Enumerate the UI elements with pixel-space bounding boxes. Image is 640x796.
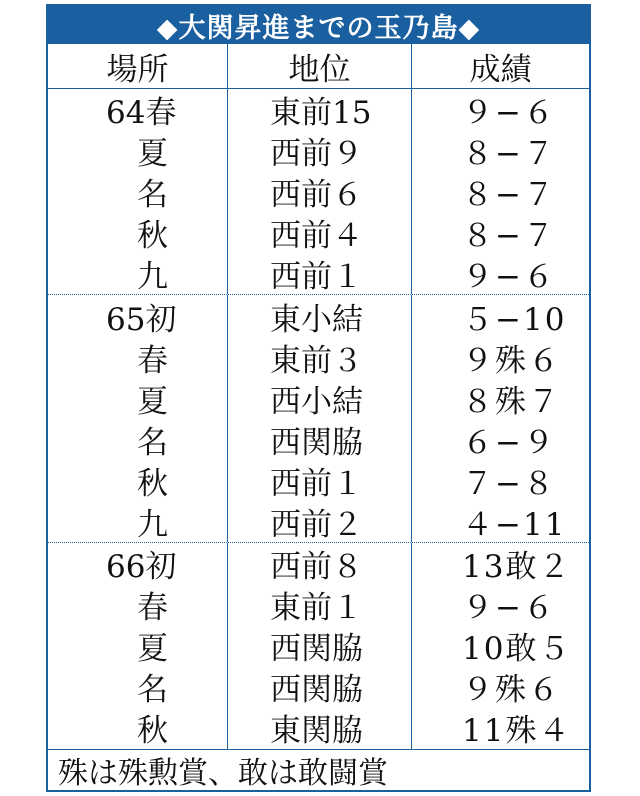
group-1966-b [48,543,589,749]
cell-basho: 64春 [48,89,228,130]
cell-rank: 東前３ [228,337,412,378]
table-row [48,707,589,748]
group-1965 [48,295,589,543]
table-row [48,130,589,171]
cell-basho: 九 [48,501,228,542]
table-row [48,378,589,419]
cell-rank: 西前４ [228,212,412,253]
cell-record: ９−６ [462,590,556,627]
cell-rank: 西関脇 [228,666,412,707]
cell-basho: 名 [48,171,228,212]
cell-basho: 春 [48,337,228,378]
cell-rank: 西前１ [228,460,412,501]
cell-rank: 西前２ [228,501,412,542]
cell-rank: 西関脇 [228,419,412,460]
table-row [48,460,589,501]
cell-record: ９殊６ [462,672,561,709]
cell-record: ９−６ [462,259,556,296]
cell-record: 11殊４ [462,713,572,750]
table-header [48,44,589,89]
cell-rank: 東関脇 [228,707,412,748]
cell-record: 13敢２ [462,549,572,586]
cell-basho: 名 [48,419,228,460]
cell-record: ８−７ [462,177,556,214]
table-row [48,337,589,378]
cell-record: ５−10 [462,301,567,338]
cell-basho: 秋 [48,212,228,253]
cell-basho: 66初 [48,543,228,584]
table-frame [46,4,591,792]
header-record: 成績 [469,51,532,88]
cell-rank: 東前15 [228,89,412,130]
header-rank: 地位 [228,44,412,88]
cell-record: ４−11 [462,506,567,543]
table-row [48,625,589,666]
cell-rank: 西前６ [228,171,412,212]
table-row [48,584,589,625]
cell-basho: 夏 [48,378,228,419]
cell-basho: 夏 [48,130,228,171]
table-row [48,501,589,542]
table-row [48,419,589,460]
table-row [48,212,589,253]
cell-basho: 秋 [48,460,228,501]
group-1966 [48,89,589,295]
cell-record: ９殊６ [462,342,561,379]
cell-record: ８−７ [462,136,556,173]
cell-record: 10敢５ [462,631,572,668]
cell-record: ６−９ [462,424,556,461]
table-row [48,253,589,294]
cell-rank: 西小結 [228,378,412,419]
cell-basho: 名 [48,666,228,707]
cell-basho: 九 [48,253,228,294]
table-row [48,89,589,130]
cell-basho: 65初 [48,295,228,336]
table-row [48,295,589,336]
header-basho: 場所 [48,44,228,88]
table-row [48,171,589,212]
table-title: ◆大関昇進までの玉乃島◆ [48,6,589,44]
cell-record: ９−６ [462,95,556,132]
cell-record: ８−７ [462,218,556,255]
cell-record: ８殊７ [462,383,561,420]
table-row [48,666,589,707]
cell-basho: 春 [48,584,228,625]
cell-rank: 東前１ [228,584,412,625]
cell-rank: 西前８ [228,543,412,584]
cell-rank: 西前９ [228,130,412,171]
table-row [48,543,589,584]
table-footnote: 殊は殊勲賞、敢は敢闘賞 [58,755,388,791]
cell-rank: 西前１ [228,253,412,294]
cell-basho: 秋 [48,707,228,748]
cell-rank: 西関脇 [228,625,412,666]
cell-basho: 夏 [48,625,228,666]
cell-record: ７−８ [462,465,556,502]
cell-rank: 東小結 [228,295,412,336]
table-body [48,89,589,750]
